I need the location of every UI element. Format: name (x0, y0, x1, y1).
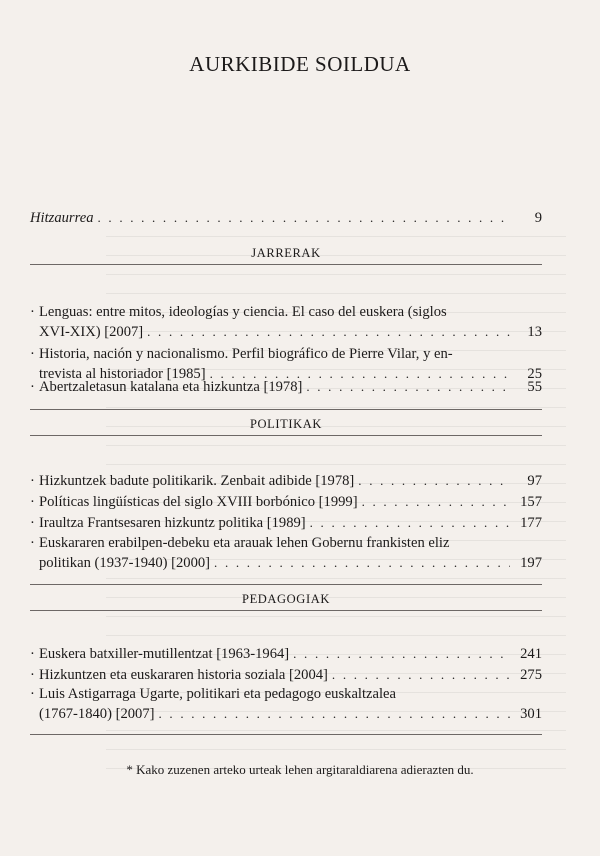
leader-dots (362, 492, 510, 511)
toc-page-number: 197 (520, 555, 542, 571)
toc-entry (30, 534, 542, 573)
toc-entry-text: Hizkuntzek badute politikarik. Zenbait adibide [1978] (39, 473, 355, 489)
leader-dots (306, 377, 510, 396)
toc-entry-intro (30, 208, 542, 228)
toc-entry-text: Luis Astigarraga Ugarte, politikari eta pedagogo euskaltzalea (39, 686, 397, 702)
leader-dots (98, 208, 510, 227)
toc-page-number: 13 (527, 324, 542, 340)
toc-page-number: 157 (520, 494, 542, 510)
toc-entry (30, 644, 542, 664)
bullet: · (30, 515, 35, 531)
toc-entry-text: Abertzaletasun katalana eta hizkuntza [1978] (39, 379, 303, 395)
bullet: · (30, 646, 35, 662)
toc-entry (30, 685, 542, 724)
toc-entry-text: Iraultza Frantsesaren hizkuntz politika [1989] (39, 515, 306, 531)
toc-entry (30, 665, 542, 685)
toc-entry-text: Euskera batxiller-mutillentzat [1963-1964] (39, 646, 290, 662)
leader-dots (310, 513, 510, 532)
footnote: * Kako zuzenen arteko urteak lehen argitaraldiarena adierazten du. (126, 762, 474, 777)
toc-entry (30, 492, 542, 512)
toc-page-number: 25 (527, 366, 542, 382)
section-heading-politikak: POLITIKAK (30, 417, 542, 436)
toc-page-number: 301 (520, 706, 542, 722)
bullet: · (30, 304, 35, 320)
leader-dots (293, 644, 510, 663)
toc-entry-text: Hizkuntzen eta euskararen historia soziala [2004] (39, 667, 328, 683)
bullet: · (30, 473, 35, 489)
section-heading-pedagogiak: PEDAGOGIAK (30, 592, 542, 611)
bullet: · (30, 346, 35, 362)
leader-dots (332, 665, 510, 684)
toc-entry-text: trevista al historiador [1985] (39, 366, 206, 382)
section-top-rule (30, 584, 542, 585)
bullet: · (30, 535, 35, 551)
toc-entry-text: Euskararen erabilpen-debeku eta arauak lehen Gobernu frankisten eliz (39, 535, 450, 551)
toc-page-number: 275 (520, 667, 542, 683)
leader-dots (358, 471, 510, 490)
toc-entry-text: Historia, nación y nacionalismo. Perfil biográfico de Pierre Vilar, y en- (39, 346, 453, 362)
bullet: · (30, 686, 35, 702)
toc-entry (30, 377, 542, 397)
toc-entry (30, 471, 542, 491)
bullet: · (30, 667, 35, 683)
toc-entry-text: (1767-1840) [2007] (39, 706, 155, 722)
toc-page-number: 9 (534, 210, 542, 226)
section-top-rule (30, 409, 542, 410)
toc-page-number: 97 (527, 473, 542, 489)
leader-dots (147, 322, 510, 341)
section-heading-jarrerak: JARRERAK (30, 246, 542, 265)
page-title: AURKIBIDE SOILDUA (189, 52, 411, 76)
bullet: · (30, 379, 35, 395)
toc-page-number: 177 (520, 515, 542, 531)
toc-entry-text: Hitzaurrea (30, 210, 94, 226)
toc-page-number: 55 (527, 379, 542, 395)
leader-dots (159, 704, 510, 723)
toc-entry (30, 303, 542, 342)
toc-entry-text: politikan (1937-1940) [2000] (39, 555, 211, 571)
toc-entry-text: Lenguas: entre mitos, ideologías y ciencia. El caso del euskera (siglos (39, 304, 447, 320)
toc-entry-text: XVI-XIX) [2007] (39, 324, 144, 340)
toc-entry (30, 513, 542, 533)
bullet: · (30, 494, 35, 510)
leader-dots (214, 553, 510, 572)
toc-page-number: 241 (520, 646, 542, 662)
section-bottom-rule (30, 734, 542, 735)
toc-entry-text: Políticas lingüísticas del siglo XVIII borbónico [1999] (39, 494, 358, 510)
